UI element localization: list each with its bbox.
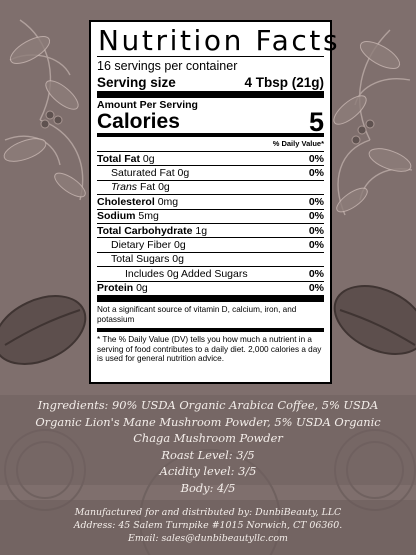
roast-level: Roast Level: 3/5	[161, 447, 255, 462]
serving-size-label: Serving size	[97, 75, 176, 90]
nutrient-amount: 0g	[136, 282, 148, 295]
acidity-level: Acidity level: 3/5	[159, 464, 257, 478]
nutrient-name: Includes 0g Added Sugars	[125, 267, 248, 280]
nutrient-row-protein	[97, 281, 324, 295]
manufacturer-text: Manufactured for and distributed by: DunbiBeauty, LLC Address: 45 Salem Turnpike #1015 Norwich, CT 06360. Email: sales@dunbibeautyllc.com	[73, 507, 343, 544]
daily-value-footnote: * The % Daily Value (DV) tells you how much a nutrient in a serving of food contributes to a daily diet. 2,000 calories a day is used for general nutrition advice.	[97, 335, 322, 364]
nutrient-name: Total Carbohydrate	[97, 224, 193, 237]
calories-value: 5	[308, 107, 324, 137]
nutrient-pct: 0%	[308, 267, 324, 280]
nutrient-pct: 0%	[308, 152, 324, 165]
nutrient-name: Cholesterol	[97, 195, 155, 208]
nutrient-pct: 0%	[308, 195, 324, 208]
nutrient-row-total-fat	[97, 151, 324, 165]
nutrient-name: Saturated Fat	[111, 166, 175, 179]
daily-value-header: % Daily Value*	[272, 139, 324, 148]
body-level: Body: 4/5	[180, 480, 236, 495]
serving-size-value: 4 Tbsp (21g)	[244, 75, 324, 90]
nutrient-amount: 5mg	[138, 210, 159, 223]
product-details	[0, 397, 416, 496]
nutrient-name: Total Fat	[97, 152, 140, 165]
nutrient-row-dietary-fiber	[97, 237, 324, 251]
manufacturer-info	[0, 506, 416, 545]
nutrient-row-cholesterol	[97, 194, 324, 208]
nutrient-row-total-sugars	[97, 252, 324, 266]
nutrition-facts-label	[89, 20, 341, 384]
nutrient-pct: 0%	[308, 166, 324, 179]
nutrient-pct: 0%	[308, 224, 324, 237]
not-significant-note: Not a significant source of vitamin D, calcium, iron, and potassium	[97, 305, 297, 324]
nutrient-name: Sodium	[97, 210, 136, 223]
nutrient-row-saturated-fat	[97, 165, 324, 179]
nutrient-name: Protein	[97, 282, 134, 295]
nutrient-amount: 0g	[174, 238, 186, 251]
nutrient-amount: 1g	[195, 224, 208, 237]
calories-label: Calories	[97, 110, 180, 133]
nutrient-amount: 0g	[177, 166, 190, 179]
nutrient-name: Trans	[111, 181, 138, 194]
amount-per-serving: Amount Per Serving	[97, 99, 198, 111]
nutrition-facts-title: Nutrition Facts	[98, 24, 341, 57]
nutrient-name: Dietary Fiber	[111, 238, 172, 251]
ingredients-text: Ingredients: 90% USDA Organic Arabica Coffee, 5% USDA Organic Lion's Mane Mushroom Powder, 5% USDA Organic Chaga Mushroom Powder	[35, 398, 381, 445]
nutrient-row-sodium	[97, 209, 324, 223]
calories-row	[97, 107, 324, 137]
nutrient-amount: 0mg	[157, 195, 179, 208]
heavy-divider	[97, 91, 324, 98]
nutrient-amount: Fat 0g	[139, 181, 170, 194]
nutrient-amount: 0g	[142, 152, 155, 165]
nutrient-amount: 0g	[172, 253, 184, 266]
serving-size-row	[97, 74, 324, 91]
nutrient-name: Total Sugars	[111, 253, 170, 266]
nutrient-row-total-carbohydrate	[97, 223, 324, 237]
nutrient-pct: 0%	[308, 238, 324, 251]
nutrient-row-added-sugars	[97, 266, 324, 280]
servings-per-container: 16 servings per container	[97, 59, 238, 73]
heavy-divider	[97, 295, 324, 302]
nutrient-row-trans-fat	[97, 180, 324, 194]
nutrient-pct: 0%	[308, 210, 324, 223]
nutrient-pct: 0%	[308, 282, 324, 295]
